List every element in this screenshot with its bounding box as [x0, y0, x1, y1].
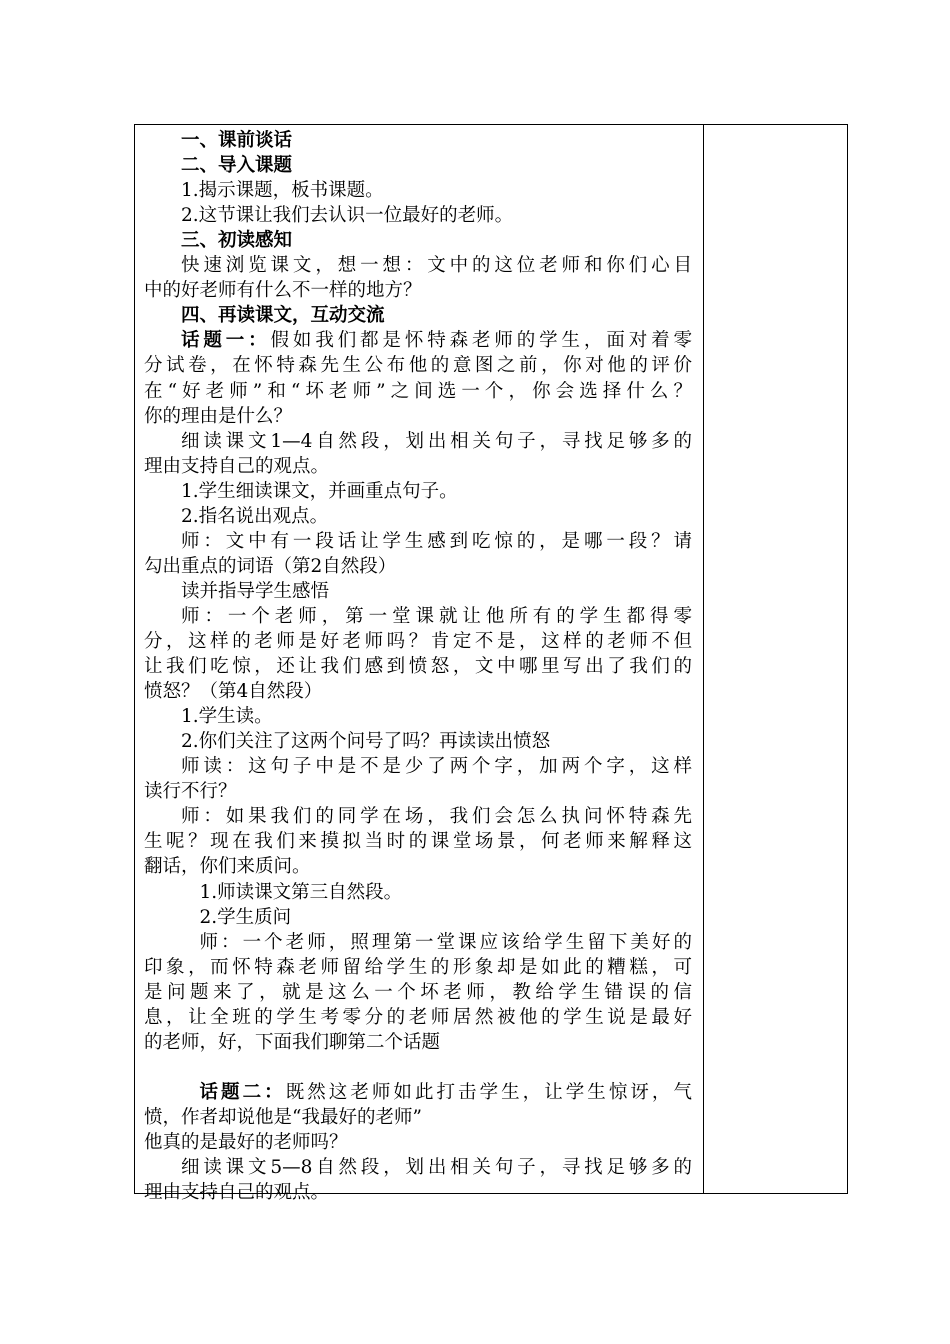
line-text: 细读课文5—8自然段，划出相关句子，寻找足够多的 — [181, 1157, 692, 1179]
line-text: 分，这样的老师是好老师吗？肯定不是，这样的老师不但 — [144, 631, 692, 652]
line-text: 一、课前谈话 — [181, 130, 293, 151]
text-line — [144, 554, 396, 579]
lesson-plan-table — [134, 124, 848, 1204]
line-text: 息，让全班的学生考零分的老师居然被他的学生说是最好 — [144, 1006, 692, 1028]
text-line — [144, 128, 292, 153]
text-line — [144, 854, 311, 879]
text-line — [144, 579, 329, 604]
text-line — [144, 1155, 692, 1180]
text-line — [144, 604, 692, 629]
text-line — [144, 328, 692, 353]
topic-lead: 话题二： — [199, 1081, 286, 1103]
line-text: 读并指导学生感悟 — [181, 580, 330, 602]
line-text: 2.这节课让我们去认识一位最好的老师。 — [181, 205, 514, 227]
line-text: 四、再读课文，互动交流 — [181, 305, 385, 327]
line-text: 是问题来了，就是这么一个坏老师，教给学生错误的信 — [144, 981, 692, 1003]
text-line — [144, 379, 692, 404]
line-text: 1.学生读。 — [181, 706, 273, 728]
text-line — [144, 1105, 422, 1130]
line-text: 1.学生细读课文，并画重点句子。 — [181, 480, 458, 502]
text-line — [144, 880, 402, 905]
text-line — [144, 980, 692, 1005]
text-line — [144, 729, 550, 754]
line-text: 让我们吃惊，还让我们感到愤怒，文中哪里写出了我们的 — [144, 656, 692, 678]
text-line — [144, 930, 692, 955]
text-line — [144, 228, 292, 253]
line-text: 理由支持自己的观点。 — [144, 1182, 330, 1204]
notes-cell — [705, 125, 847, 1193]
line-text: 2.学生质问 — [199, 906, 292, 928]
text-line — [144, 353, 692, 378]
text-line — [144, 1005, 692, 1030]
line-text: 师：文中有一段话让学生感到吃惊的，是哪一段？请 — [181, 530, 692, 552]
text-line — [144, 253, 692, 278]
text-line — [144, 779, 237, 804]
text-line — [144, 754, 692, 779]
line-text: 师：一个老师，照理第一堂课应该给学生留下美好的 — [199, 931, 692, 953]
text-line — [144, 404, 292, 429]
line-text: 勾出重点的词语（第2自然段） — [144, 555, 397, 577]
text-line — [144, 679, 322, 704]
text-line — [144, 804, 692, 829]
text-line — [144, 153, 292, 178]
text-line — [144, 629, 692, 654]
line-text: 2.你们关注了这两个问号了吗？再读读出愤怒 — [181, 731, 551, 753]
text-line — [144, 704, 273, 729]
line-text: 既然这老师如此打击学生，让学生惊讶，气 — [285, 1081, 692, 1103]
text-line — [144, 1080, 692, 1105]
line-text: 愤怒？（第4自然段） — [144, 681, 323, 703]
line-text: 1.师读课文第三自然段。 — [199, 881, 403, 903]
line-text: 生呢？现在我们来摸拟当时的课堂场景，何老师来解释这 — [144, 831, 692, 853]
line-text: 在“好老师”和“坏老师”之间选一个，你会选择什么？ — [144, 380, 692, 402]
line-text: 愤，作者却说他是“我最好的老师” — [144, 1106, 422, 1128]
text-line — [144, 203, 513, 228]
line-text: 师：如果我们的同学在场，我们会怎么执问怀特森先 — [181, 806, 692, 828]
text-line — [144, 829, 692, 854]
main-content-cell — [135, 125, 703, 1204]
line-text: 2.指名说出观点。 — [181, 505, 329, 527]
text-line — [144, 955, 692, 980]
text-line — [144, 454, 329, 479]
text-line — [144, 1130, 348, 1155]
text-line — [144, 504, 328, 529]
line-text: 读行不行？ — [144, 781, 237, 803]
text-line — [144, 303, 385, 328]
line-text: 印象，而怀特森老师留给学生的形象却是如此的糟糕，可 — [144, 956, 692, 978]
line-text: 二、导入课题 — [181, 155, 293, 177]
text-line — [144, 479, 458, 504]
line-text: 中的好老师有什么不一样的地方？ — [144, 280, 422, 302]
text-line — [144, 278, 422, 303]
line-text: 他真的是最好的老师吗？ — [144, 1132, 348, 1153]
line-text: 分试卷，在怀特森先生公布他的意图之前，你对他的评价 — [144, 355, 692, 377]
line-text: 细读课文1—4自然段，划出相关句子，寻找足够多的 — [181, 430, 692, 452]
line-text: 三、初读感知 — [181, 230, 293, 252]
topic-lead: 话题一： — [181, 330, 271, 352]
text-line — [144, 905, 291, 930]
line-text: 假如我们都是怀特森老师的学生，面对着零 — [270, 330, 692, 352]
text-line — [144, 1030, 440, 1055]
text-line — [144, 1180, 329, 1205]
text-line — [144, 654, 692, 679]
line-text: 翻话，你们来质问。 — [144, 856, 311, 878]
text-line — [144, 429, 692, 454]
text-line — [144, 178, 384, 203]
line-text: 1.揭示课题，板书课题。 — [181, 180, 384, 202]
text-line — [144, 529, 692, 554]
line-text: 的老师，好，下面我们聊第二个话题 — [144, 1031, 441, 1053]
line-text: 快速浏览课文，想一想：文中的这位老师和你们心目 — [181, 255, 692, 277]
line-text: 师读：这句子中是不是少了两个字，加两个字，这样 — [181, 756, 692, 778]
line-text: 理由支持自己的观点。 — [144, 455, 330, 477]
line-text: 你的理由是什么？ — [144, 405, 293, 427]
column-divider — [703, 125, 704, 1193]
line-text: 师：一个老师，第一堂课就让他所有的学生都得零 — [181, 605, 692, 627]
